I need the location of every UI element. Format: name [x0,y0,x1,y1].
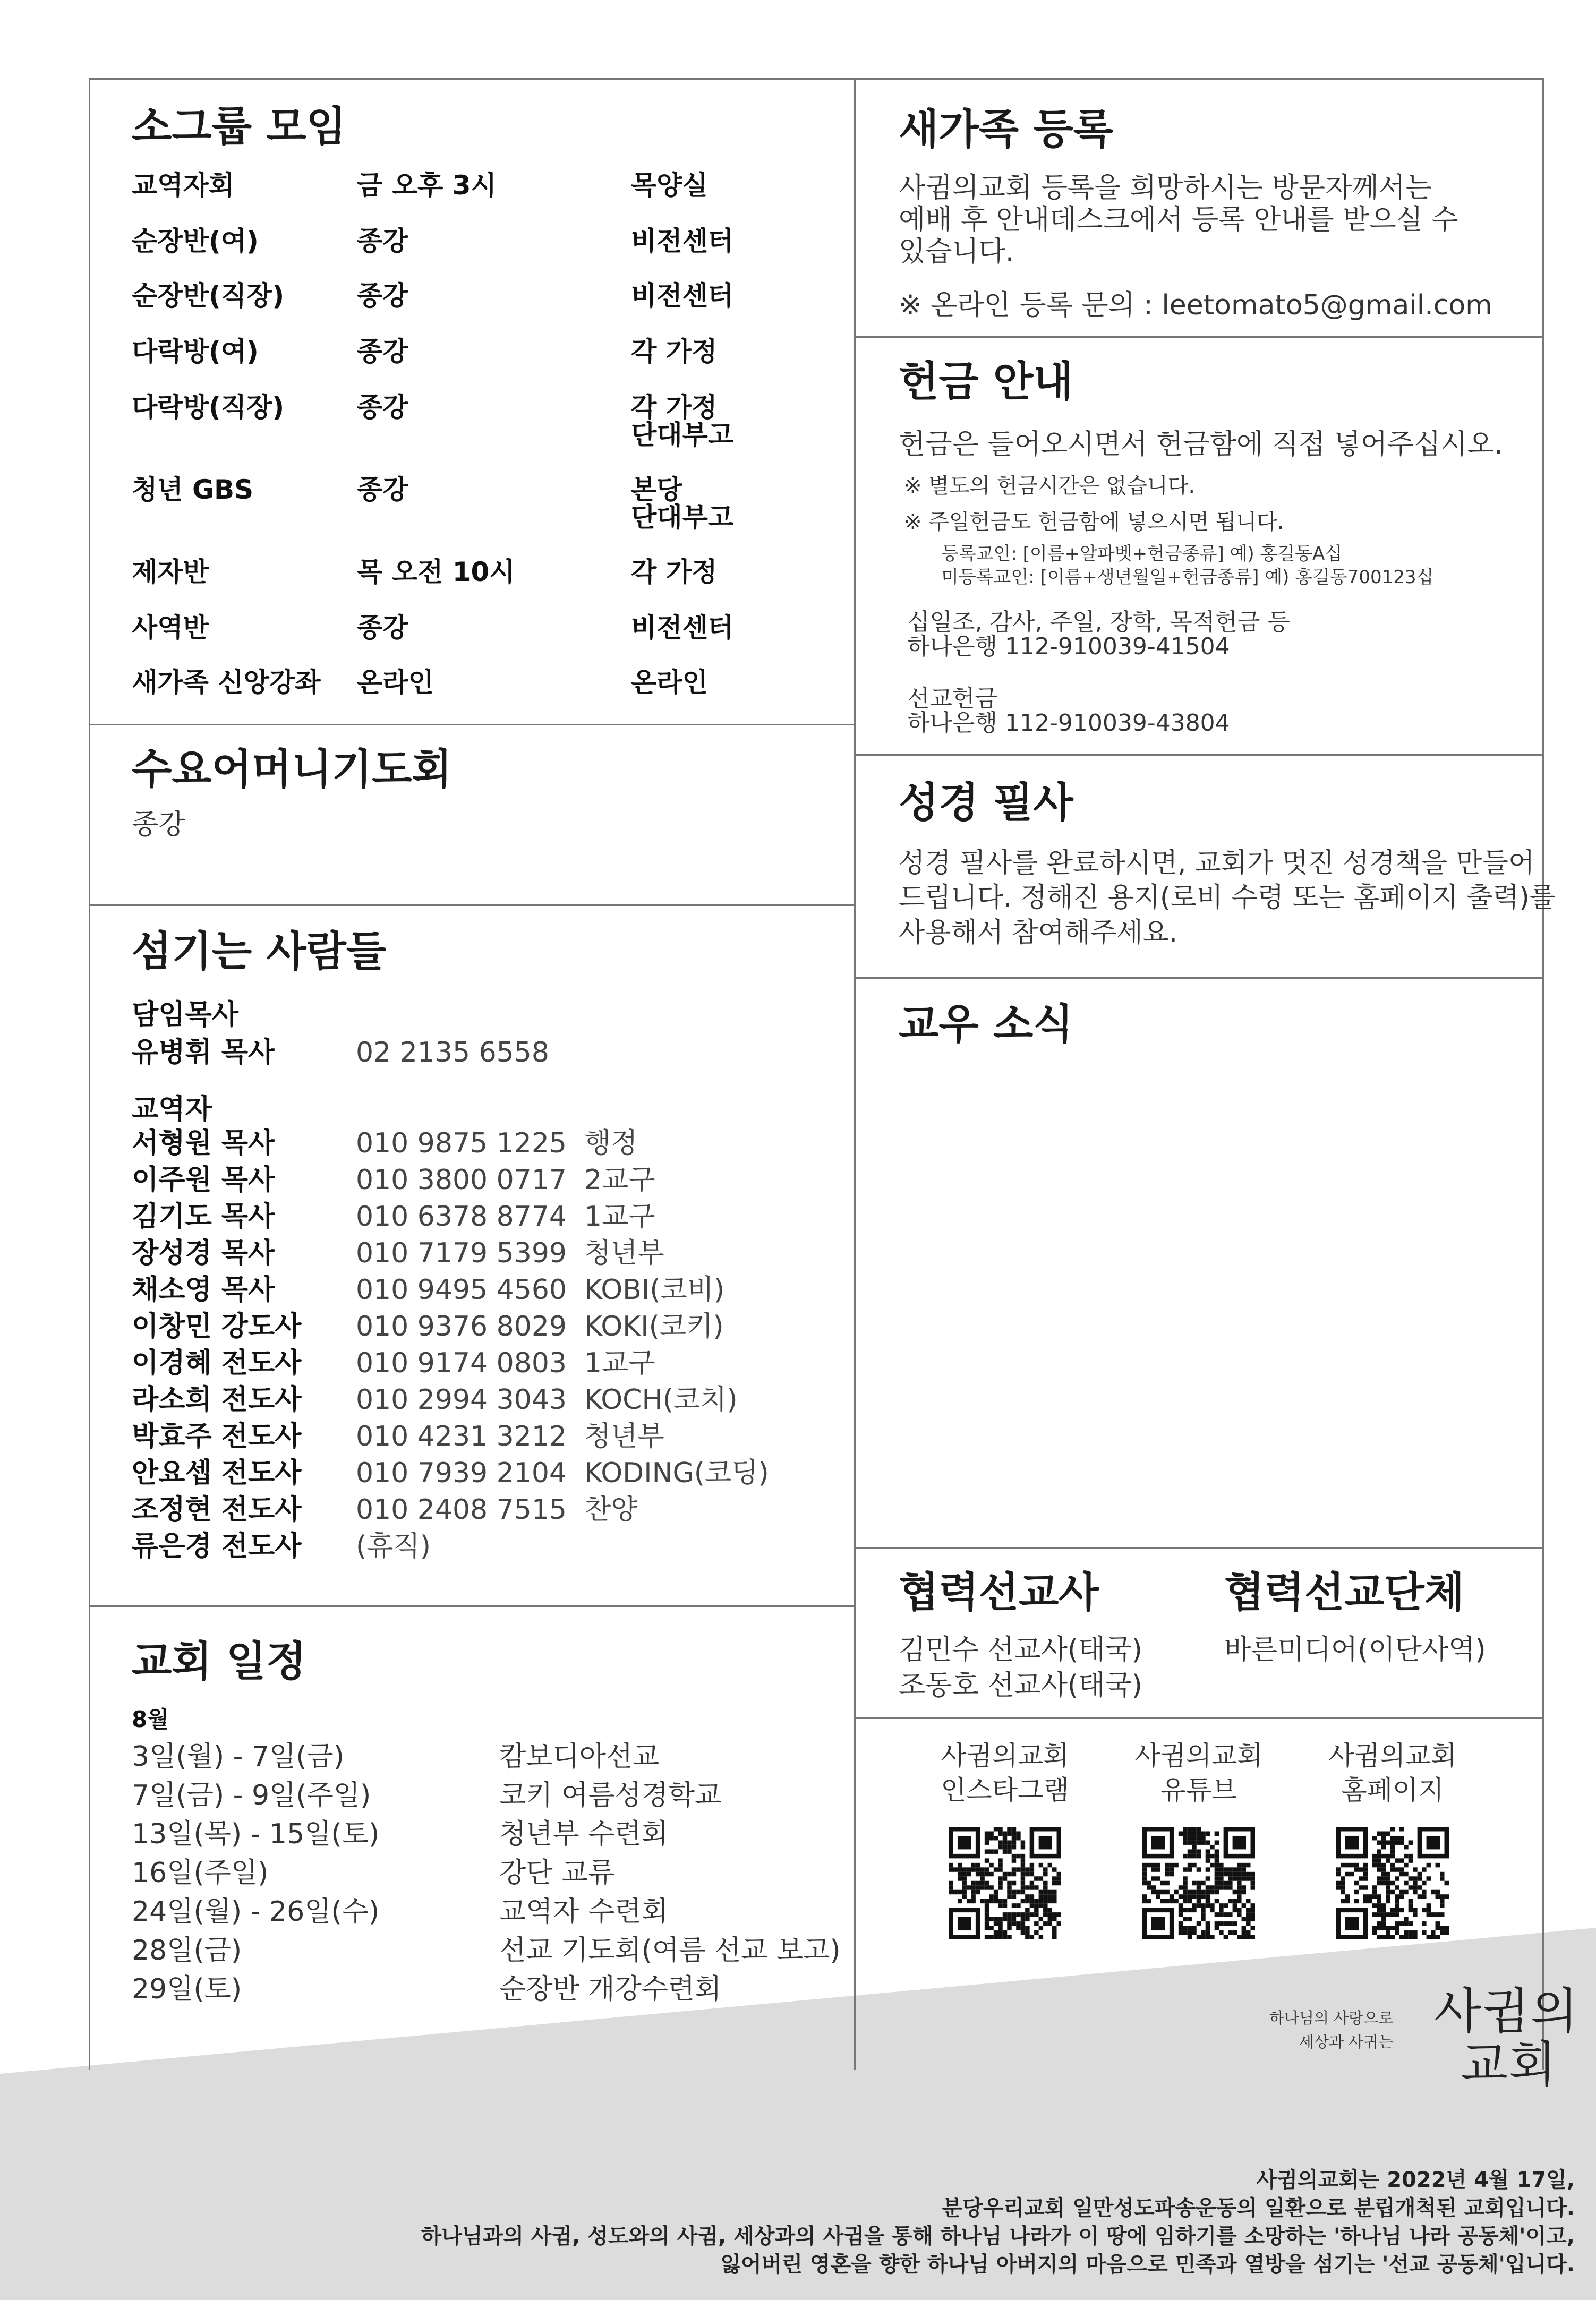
divider [854,1717,1544,1719]
group-place: 비전센터 [631,612,734,643]
staff-phone: 010 4231 3212 [356,1421,567,1452]
qr-label-line: 유튜브 [1160,1775,1237,1806]
group-place: 각 가정 [631,392,718,423]
staff-role: 1교구 [584,1201,655,1233]
bible-copy-text: 성경 필사를 완료하시면, 교회가 멋진 성경책을 만들어 [899,848,1535,879]
staff-phone: 010 7939 2104 [356,1457,567,1489]
group-place: 비전센터 [631,226,734,256]
bible-copy-text: 사용해서 참여해주세요. [899,917,1178,948]
offering-account-label: 선교헌금 [907,685,998,713]
group-place: 본당 [631,474,682,505]
staff-name: 류은경 전도사 [132,1531,302,1562]
mission-org-item: 바른미디어(이단사역) [1224,1634,1486,1666]
group-place: 각 가정 [631,336,718,367]
staff-role: 청년부 [584,1421,664,1452]
small-groups-section [132,103,346,151]
missionaries-title: 협력선교사 [899,1569,1099,1617]
new-family-title: 새가족 등록 [899,106,1113,153]
senior-pastor-label: 담임목사 [132,999,238,1031]
missionary-item: 김민수 선교사(태국) [899,1634,1142,1666]
group-place: 비전센터 [631,280,734,311]
mission-orgs-title: 협력선교단체 [1224,1569,1465,1617]
group-time: 종강 [357,336,408,367]
staff-name: 이경혜 전도사 [132,1347,302,1379]
staff-role: 찬양 [584,1494,638,1526]
member-news-section [899,1001,1073,1048]
schedule-title: 교회 일정 [132,1638,306,1686]
divider [854,977,1544,979]
group-time: 종강 [357,612,408,643]
column-divider [854,78,856,2070]
schedule-date: 13일(목) - 15일(토) [132,1818,380,1850]
group-name: 사역반 [132,612,209,643]
group-name: 다락방(여) [132,336,259,367]
schedule-event: 청년부 수련회 [499,1818,668,1850]
staff-phone: 010 9174 0803 [356,1347,567,1379]
qr-label-instagram [915,1739,1095,1808]
qr-label-line: 사귐의교회 [941,1740,1069,1771]
logo-tagline-line: 세상과 사귀는 [1299,2032,1394,2051]
staff-name: 서형원 목사 [132,1127,275,1159]
group-name: 교역자회 [132,170,235,201]
group-name: 청년 GBS [132,474,254,505]
offering-note: ※ 별도의 헌금시간은 없습니다. [904,473,1196,498]
divider [89,1605,855,1607]
schedule-event: 코키 여름성경학교 [499,1780,722,1811]
schedule-event: 선교 기도회(여름 선교 보고) [499,1935,841,1966]
staff-phone: 010 9376 8029 [356,1311,567,1343]
group-name: 순장반(여) [132,226,259,256]
qr-label-line: 인스타그램 [941,1775,1069,1806]
staff-phone: 02 2135 6558 [356,1037,549,1068]
staff-name: 이주원 목사 [132,1164,275,1196]
staff-phone: 010 6378 8774 [356,1201,567,1233]
schedule-date: 24일(월) - 26일(수) [132,1896,380,1928]
group-time: 종강 [357,280,408,311]
schedule-event: 강단 교류 [499,1857,615,1889]
qr-label-line: 홈페이지 [1341,1775,1444,1806]
footer-text: 잃어버린 영혼을 향한 하나님 아버지의 마음으로 민족과 열방을 섬기는 '선교 공동체'입니다. [720,2252,1575,2277]
wednesday-prayer-text: 종강 [132,809,185,841]
offering-account-label: 십일조, 감사, 주일, 장학, 목적헌금 등 [907,608,1290,636]
missionary-item: 조동호 선교사(태국) [899,1669,1142,1702]
offering-title: 헌금 안내 [899,358,1073,406]
bible-copy-section [899,779,1556,950]
group-name: 다락방(직장) [132,392,285,423]
staff-name: 장성경 목사 [132,1237,275,1269]
qr-label-homepage [1302,1739,1483,1808]
qr-label-line: 사귐의교회 [1134,1740,1263,1771]
new-family-text: 있습니다. [899,235,1014,268]
wednesday-prayer-section [132,746,452,843]
schedule-date: 3일(월) - 7일(금) [132,1741,345,1773]
schedule-event: 순장반 개강수련회 [499,1973,722,2005]
qr-label-youtube [1108,1739,1289,1808]
group-time: 종강 [357,392,408,423]
group-place: 각 가정 [631,557,718,587]
church-logo: 사귐의 [1434,1983,1579,2040]
new-family-section [899,106,1492,323]
divider [854,1547,1544,1549]
divider [854,754,1544,756]
wednesday-prayer-title: 수요어머니기도회 [132,746,452,793]
staff-phone: 010 2408 7515 [356,1494,567,1526]
staff-name: 김기도 목사 [132,1201,275,1233]
offering-note: ※ 주일헌금도 헌금함에 넣으시면 됩니다. [904,509,1284,534]
qr-label-line: 사귐의교회 [1328,1740,1457,1771]
staff-name: 유병휘 목사 [132,1037,275,1068]
staff-role: KOKI(코키) [584,1311,724,1343]
staff-role: KOCH(코치) [584,1384,738,1416]
staff-name: 박효주 전도사 [132,1421,302,1452]
staff-section [132,928,387,976]
new-family-online-contact: ※ 온라인 등록 문의 : leetomato5@gmail.com [899,289,1492,322]
staff-phone: 010 9875 1225 [356,1127,567,1159]
ministers-label: 교역자 [132,1093,212,1125]
schedule-date: 28일(금) [132,1935,242,1966]
church-logo-line2: 교회 [1461,2036,1557,2093]
group-place: 온라인 [631,667,708,698]
staff-role: 2교구 [584,1164,655,1196]
group-time: 금 오후 3시 [357,170,497,201]
group-time: 온라인 [357,667,434,698]
small-groups-title: 소그룹 모임 [132,103,346,151]
missionaries-section [899,1569,1142,1703]
new-family-text: 사귐의교회 등록을 희망하시는 방문자께서는 [899,172,1432,204]
bible-copy-text: 드립니다. 정해진 용지(로비 수령 또는 홈페이지 출력)를 [899,882,1556,914]
footer-text: 분당우리교회 일만성도파송운동의 일환으로 분립개척된 교회입니다. [942,2196,1575,2220]
qr-code-homepage[interactable] [1336,1827,1449,1939]
offering-example: 등록교인: [이름+알파벳+헌금종류] 예) 홍길동A십 [941,543,1343,565]
member-news-title: 교우 소식 [899,1001,1073,1048]
group-time: 목 오전 10시 [357,557,515,587]
logo-tagline [1269,2006,1393,2054]
staff-name: 채소영 목사 [132,1274,275,1306]
offering-main-text: 헌금은 들어오시면서 헌금함에 직접 넣어주십시오. [899,429,1503,460]
divider [854,336,1544,338]
group-place: 목양실 [631,170,708,201]
staff-role: 청년부 [584,1237,664,1269]
staff-name: 이창민 강도사 [132,1311,302,1343]
staff-role: 1교구 [584,1347,655,1379]
divider [89,904,855,906]
staff-name: 라소희 전도사 [132,1384,302,1416]
offering-example: 미등록교인: [이름+생년월일+헌금종류] 예) 홍길동700123십 [941,566,1434,588]
logo-tagline-line: 하나님의 사랑으로 [1269,2009,1394,2027]
offering-account: 하나은행 112-910039-41504 [907,633,1230,661]
divider [89,724,855,725]
mission-orgs-section [1224,1569,1486,1668]
staff-role: KODING(코딩) [584,1457,769,1489]
footer-text: 사귐의교회는 2022년 4월 17일, [1256,2168,1575,2192]
offering-section [899,358,1503,737]
offering-account: 하나은행 112-910039-43804 [907,709,1230,737]
group-time: 종강 [357,226,408,256]
footer-text: 하나님과의 사귐, 성도와의 사귐, 세상과의 사귐을 통해 하나님 나라가 이 땅에 임하기를 소망하는 '하나님 나라 공동체'이고, [421,2224,1575,2248]
group-place-secondary: 단대부고 [631,420,734,450]
group-name: 제자반 [132,557,209,587]
staff-title: 섬기는 사람들 [132,928,387,976]
schedule-date: 29일(토) [132,1973,242,2005]
staff-phone: 010 2994 3043 [356,1384,567,1416]
qr-code-youtube[interactable] [1142,1827,1255,1939]
group-name: 새가족 신앙강좌 [132,667,321,698]
group-place-secondary: 단대부고 [631,502,734,533]
staff-phone: 010 7179 5399 [356,1237,567,1269]
staff-phone: 010 9495 4560 [356,1274,567,1306]
staff-name: 조정현 전도사 [132,1494,302,1526]
schedule-month: 8월 [132,1706,169,1732]
qr-code-instagram[interactable] [949,1827,1061,1939]
staff-role: 행정 [584,1127,638,1159]
staff-phone: 010 3800 0717 [356,1164,567,1196]
schedule-date: 16일(주일) [132,1857,269,1889]
bible-copy-title: 성경 필사 [899,779,1073,827]
group-time: 종강 [357,474,408,505]
group-name: 순장반(직장) [132,280,285,311]
schedule-event: 교역자 수련회 [499,1896,668,1928]
staff-role: KOBI(코비) [584,1274,725,1306]
staff-phone: (휴직) [356,1531,431,1562]
schedule-event: 캄보디아선교 [499,1741,660,1773]
schedule-date: 7일(금) - 9일(주일) [132,1780,371,1811]
staff-name: 안요셉 전도사 [132,1457,302,1489]
schedule-section [132,1638,306,1686]
new-family-text: 예배 후 안내데스크에서 등록 안내를 받으실 수 [899,203,1458,236]
